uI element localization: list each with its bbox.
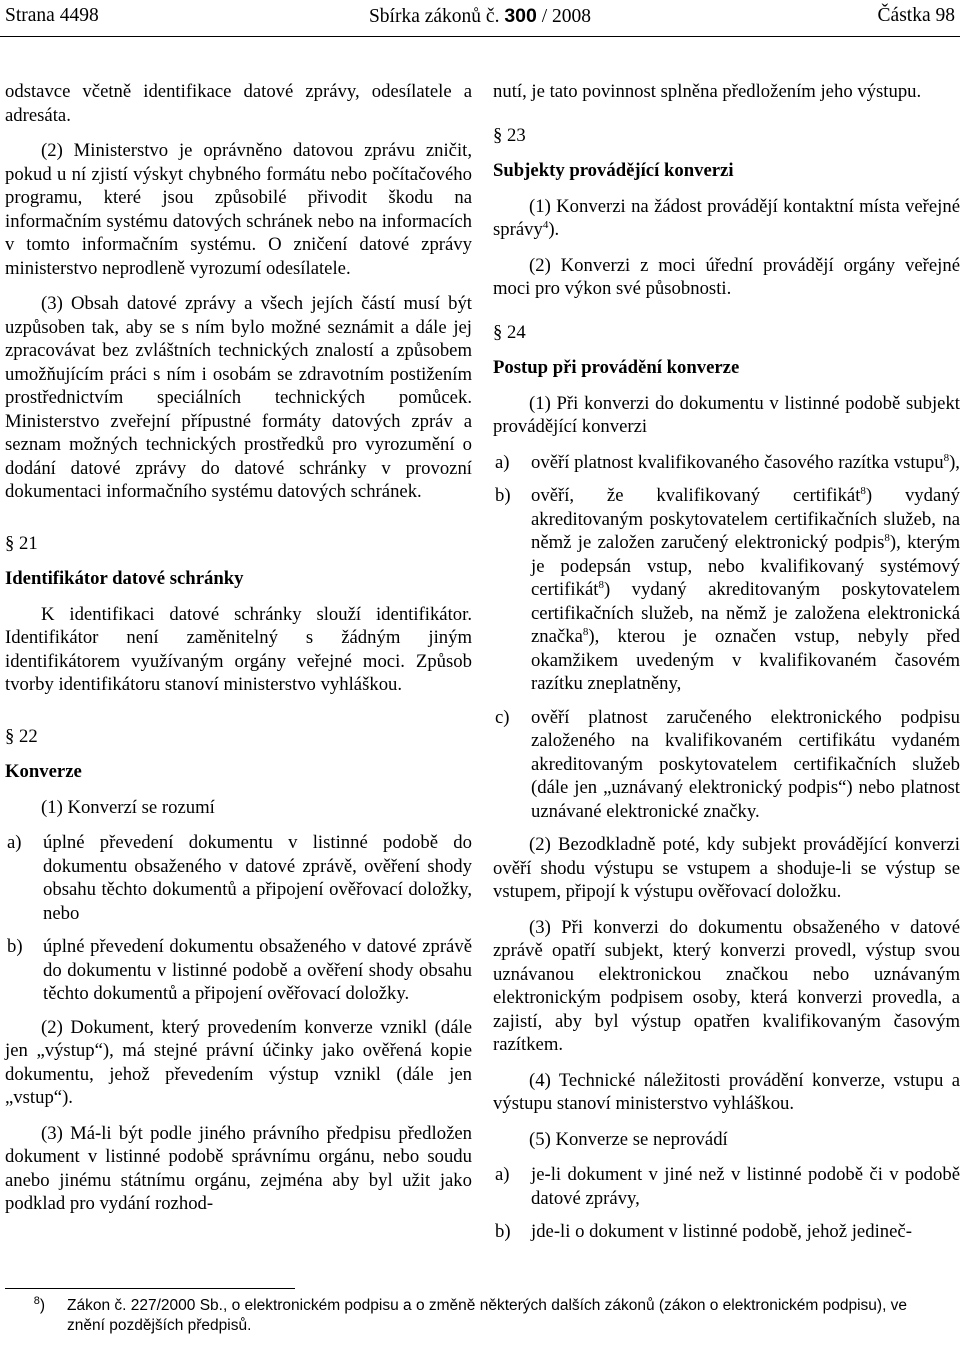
collection-name: Sbírka zákonů č. [368,6,505,27]
paragraph-3: (3) Obsah datové zprávy a všech jejích částí musí být uzpůsoben tak, aby se s ním bylo možné seznámit a dále jej zpracovávat bez zvláštních technických znalostí a způsobem umožňujícím práci s ním i osobám se zdravotním postižením prostřednictvím speciálních technických pomůcek. Ministerstvo zveřejní přípustné formáty datových zpráv a seznam možných technických prostředků pro vyrozumění o dodání datové zprávy do datové schránky v provozní dokumentaci informačního systému datových schránek. [5,293,472,502]
list-item [5,831,472,925]
footnote-ref: 8 [582,625,589,638]
list-item-label: a) [495,1164,510,1185]
footnote-paren: ) [39,1297,45,1314]
collection-issue-number: 300 [504,5,537,27]
list-item [5,935,472,1006]
list-item-text: ověří platnost zaručeného elektronického podpisu založeného na kvalifikovaném certifikátu vydaném akreditovaným poskytovatelem certifikačních služeb (dále jen „uznávaný elektronický podpis“) nebo platnost uznávané elektronické značky. [531,706,960,822]
header-rule [0,36,960,37]
part-number: Částka 98 [877,5,955,26]
footnote-line-2: znění pozdějších předpisů. [67,1317,252,1334]
section-24-number: § 24 [493,321,526,343]
footnote-ref: 8 [860,484,866,497]
paragraph-continuation: nutí, je tato povinnost splněna předložením jeho výstupu. [493,81,922,102]
section-24-paragraph-3: (3) Při konverzi do dokumentu obsaženého v datové zprávě opatří subjekt, který konverzi provedl, výstup svou uznávanou elektronickou značkou nebo uznávaným elektronickým podpisem osoby, která konverzi provedla, a zajistí, aby byl výstup opatřen kvalifikovaným časovým razítkem. [493,916,960,1055]
text-fragment: ověří, že kvalifikovaný certifikát [531,485,861,506]
section-22-title: Konverze [5,761,82,782]
list-item [493,484,960,696]
text-fragment: ), kterým je podepsán vstup, nebo kvalifikovaný systémový certifikát [531,532,960,600]
section-22-paragraph-1: (1) Konverzí se rozumí [41,796,215,818]
section-21-paragraph: K identifikaci datové schránky slouží identifikátor. Identifikátor není zaměnitelný s žádným jiným identifikátorem využívaným orgány veřejné moci. Způsob tvorby identifikátoru stanoví ministerstvo vyhláškou. [5,603,472,695]
list-item-label: c) [495,706,510,728]
collection-title [0,5,960,28]
text-fragment: ) vydaný akreditovaným poskytovatelem certifikačních služeb, na němž je založen zaručený elektronický podpis [531,485,960,553]
text-fragment: ověří platnost kvalifikovaného časového razítka vstupu [531,451,944,473]
section-23-number: § 23 [493,124,526,146]
list-item-label: b) [7,936,23,957]
footnote-text: Zákon č. 227/2000 Sb., o elektronickém podpisu a o změně některých dalších zákonů (zákon o elektronickém podpisu), ve [67,1297,908,1314]
footnote-ref: 8 [943,451,950,464]
text-fragment: ), kterou je označen vstup, nebyly před okamžikem uvedeným v kvalifikovaném časovém razítku zneplatněny, [531,626,960,694]
footnote [5,1296,960,1336]
text-fragment: ) vydaný akreditovaným poskytovatelem certifikačních služeb, na němž je založena elektronická značka [531,579,960,647]
footnote-marker [5,1296,67,1316]
right-column [493,80,960,1254]
section-24-paragraph-5: (5) Konverze se neprovádí [529,1128,728,1150]
page-header [0,0,960,30]
paragraph-continuation: odstavce včetně identifikace datové zprávy, odesílatele a adresáta. [5,81,472,126]
text-fragment: (1) Konverzi na žádost provádějí kontaktní místa veřejné správy [493,195,960,240]
list-item [493,1220,960,1244]
section-22-paragraph-3: (3) Má-li být podle jiného právního předpisu předložen dokument v listinné podobě správnímu orgánu, nebo soudu anebo jinému státnímu orgánu, zejména aby byl užit jako podklad pro vydání rozhod- [5,1122,472,1214]
list-item-label: a) [495,451,510,473]
list-item-text: je-li dokument v jiné než v listinné podobě či v podobě datové zprávy, [531,1164,960,1209]
footnote-ref: 8 [598,578,604,591]
text-fragment: ). [548,219,560,240]
footnote-rule [5,1288,295,1289]
section-21-number: § 21 [5,532,38,554]
list-item-label: a) [7,832,22,853]
footnote-ref: 4 [542,218,549,231]
footnote-number: 8 [33,1294,40,1307]
list-item [493,706,960,824]
list-item-label: b) [495,485,511,506]
collection-year: / 2008 [536,6,592,27]
section-23-paragraph-1 [493,195,960,242]
section-23-title: Subjekty provádějící konverzi [493,160,734,181]
section-23-paragraph-2: (2) Konverzi z moci úřední provádějí orgány veřejné moci pro výkon své působnosti. [493,254,960,299]
section-24-paragraph-1: (1) Při konverzi do dokumentu v listinné podobě subjekt provádějící konverzi [493,392,960,437]
list-item-label: b) [495,1221,511,1242]
list-item [493,1163,960,1210]
section-22-number: § 22 [5,725,38,747]
text-fragment: ), [949,451,960,473]
footnote-line-1 [5,1296,960,1316]
section-24-paragraph-4: (4) Technické náležitosti provádění konverze, vstupu a výstupu stanoví ministerstvo vyhláškou. [493,1069,960,1114]
paragraph-2: (2) Ministerstvo je oprávněno datovou zprávu zničit, pokud u ní zjistí výskyt chybného formátu nebo počítačového programu, které jsou způsobilé přivodit škodu na informačním systému datových schránek nebo na informacích v tomto informačním systému. O zničení datové zprávy ministerstvo neprodleně vyrozumí odesílatele. [5,140,472,279]
list-item [493,451,960,475]
left-column [5,80,472,1228]
footnote-ref: 8 [884,531,890,544]
section-24-paragraph-2: (2) Bezodkladně poté, kdy subjekt provádějící konverzi ověří shodu výstupu se vstupem a shoduje-li se výstup se vstupem, připojí k výstupu ověřovací doložku. [493,834,960,902]
section-24-title: Postup při provádění konverze [493,357,740,378]
page-number: Strana 4498 [5,5,99,26]
list-item-text: jde-li o dokument v listinné podobě, jehož jedineč- [531,1221,912,1242]
section-21-title: Identifikátor datové schránky [5,568,244,589]
section-22-paragraph-2: (2) Dokument, který provedením konverze vznikl (dále jen „výstup“), má stejné právní účinky jako ověřená kopie dokumentu, jehož převedením výstup vznikl (dále jen „vstup“). [5,1016,472,1108]
list-item-text: úplné převedení dokumentu v listinné podobě do dokumentu obsaženého v datové zprávě, ověření shody obsahu těchto dokumentů a připojení ověřovací doložky, nebo [43,832,472,924]
list-item-text: úplné převedení dokumentu obsaženého v datové zprávě do dokumentu v listinné podobě a ověření shody obsahu těchto dokumentů a připojení ověřovací doložky. [43,936,472,1004]
